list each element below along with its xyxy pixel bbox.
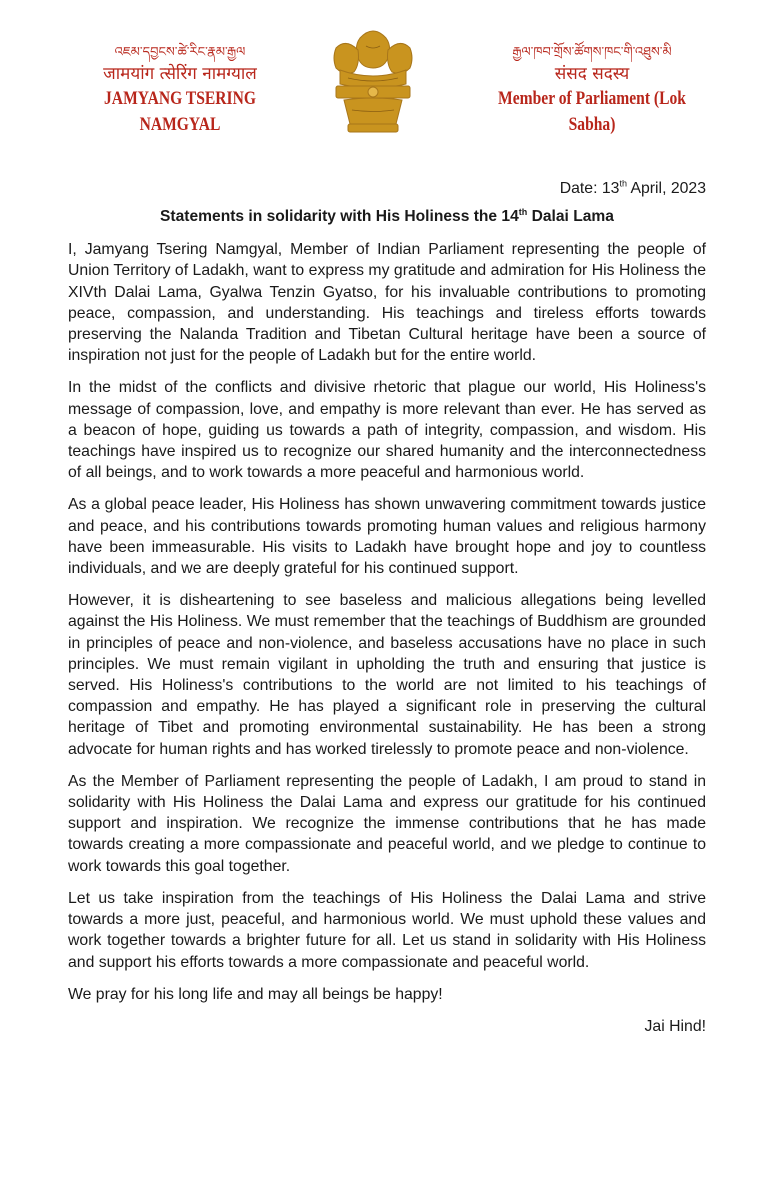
designation-english: Member of Parliament (Lok Sabha) (498, 88, 686, 135)
sender-name-hindi: जामयांग त्सेरिंग नामग्याल (103, 64, 257, 84)
sign-off: Jai Hind! (644, 1017, 706, 1035)
date-month-year: April, 2023 (626, 180, 706, 197)
paragraph: As a global peace leader, His Holiness has shown unwavering commitment towards justice and peace, and his contributions towards promoting human values and religious harmony have been immeasurable. His visits to Ladakh have brought hope and joy to countless individuals, and we are deeply grateful for his continued support. (68, 496, 706, 578)
paragraph: As the Member of Parliament representing the people of Ladakh, I am proud to stand in solidarity with His Holiness the Dalai Lama and express our gratitude for his continued support and inspiration. We recognize the immense contributions that he has made towards creating a more compassionate and peaceful world, and we pledge to continue to work towards this goal together. (68, 772, 706, 875)
designation-tibetan: རྒྱལ་ཁབ་གྲོས་ཚོགས་ཁང་གི་འཐུས་མི (512, 45, 672, 60)
date-ordinal: th (619, 178, 627, 189)
title-text: Statements in solidarity with His Holiness the 14 (160, 208, 519, 225)
letter-date (68, 178, 706, 200)
title-ordinal: th (518, 206, 528, 217)
date-day: Date: 13 (559, 180, 620, 197)
sender-name-block (60, 44, 300, 138)
sender-name-english: JAMYANG TSERING NAMGYAL (104, 88, 256, 135)
designation-block (462, 44, 722, 138)
letter-title (68, 206, 706, 227)
paragraph: However, it is disheartening to see baseless and malicious allegations being levelled against the His Holiness. We must remember that the teachings of Buddhism are grounded in principles of peace and non-violence, and baseless accusations have no place in such principles. We must remain vigilant in upholding the truth and ensuring that justice is served. His Holiness's contributions to the world are not limited to his teachings of compassion and empathy. He has played a significant role in preserving the cultural heritage of Tibet and promoting environmental sustainability. He has been a strong advocate for human rights and has worked tirelessly to promote peace and non-violence. (68, 592, 706, 758)
title-text-end: Dalai Lama (527, 208, 614, 225)
letterhead (0, 0, 771, 160)
state-emblem-icon (318, 18, 428, 138)
paragraph: I, Jamyang Tsering Namgyal, Member of Indian Parliament representing the people of Union Territory of Ladakh, want to express my gratitude and admiration for His Holiness the XIVth Dalai Lama, Gyalwa Tenzin Gyatso, for his invaluable contributions to promoting peace, compassion, and understanding. His teachings and tireless efforts towards preserving the Nalanda Tradition and Tibetan Cultural heritage have been a source of inspiration not just for the people of Ladakh but for the entire world. (68, 241, 706, 365)
sender-name-tibetan: འཇམ་དབྱངས་ཚེ་རིང་རྣམ་རྒྱལ (114, 45, 246, 60)
paragraph: We pray for his long life and may all beings be happy! (68, 985, 443, 1003)
letter-body (68, 170, 706, 1037)
paragraph: In the midst of the conflicts and divisive rhetoric that plague our world, His Holiness's message of compassion, love, and empathy is more relevant than ever. He has served as a beacon of hope, guiding us towards a path of integrity, compassion, and wisdom. His teachings have inspired us to recognize our shared humanity and the interconnectedness of all beings, and to work towards a more peaceful and harmonious world. (68, 379, 706, 482)
paragraph: Let us take inspiration from the teachings of His Holiness the Dalai Lama and strive towards a more just, peaceful, and harmonious world. We must uphold these values and work together towards a brighter future for all. Let us stand in solidarity with His Holiness and support his efforts towards a more compassionate and peaceful world. (68, 889, 706, 971)
designation-hindi: संसद सदस्य (554, 64, 630, 84)
